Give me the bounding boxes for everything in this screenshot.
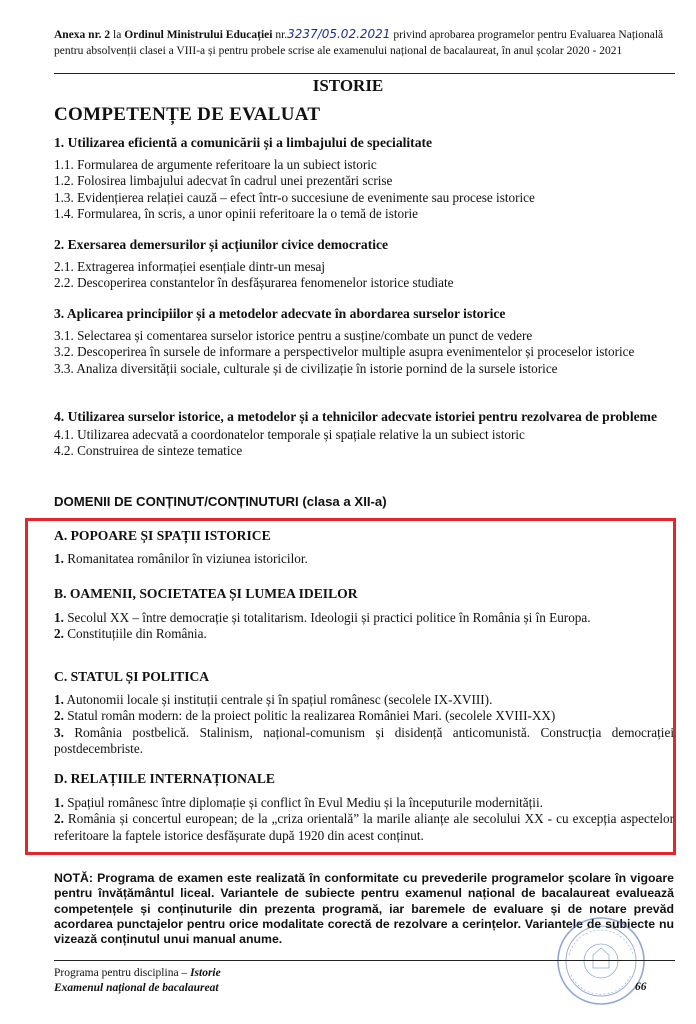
domain-section-title: C. STATUL ȘI POLITICA bbox=[54, 669, 210, 684]
annex-number: Anexa nr. 2 bbox=[54, 29, 111, 41]
footer-subject: Istorie bbox=[190, 967, 221, 979]
item-number: 1. bbox=[54, 609, 64, 625]
competence-item: 4.2. Construirea de sinteze tematice bbox=[54, 443, 243, 458]
item-number: 3. bbox=[54, 724, 64, 740]
item-number: 2. bbox=[54, 708, 64, 723]
page-number: 66 bbox=[635, 981, 647, 993]
domain-item bbox=[54, 610, 674, 627]
item-text: România și concertul european; de la „criza orientală” la marile alianțe ale secolului XX - cu excepția aspectelor referitoare la faptele istorice desfășurate după 1920 din acest conținut. bbox=[54, 811, 674, 843]
domain-item bbox=[54, 811, 674, 844]
competence-item: 3.2. Descoperirea în sursele de informare a perspectivelor multiple asupra evenimentelor și proceselor istorice bbox=[54, 344, 635, 359]
domain-section-b bbox=[54, 586, 674, 643]
item-number: 1. bbox=[54, 691, 64, 707]
domain-item bbox=[54, 725, 674, 758]
competence-item: 3.3. Analiza diversității sociale, culturale și de civilizație în istorie pornind de la sursele istorice bbox=[54, 360, 558, 376]
page-title: ISTORIE bbox=[312, 76, 384, 95]
item-text: Secolul XX – între democrație și totalitarism. Ideologii și practici politice în România și în Europa. bbox=[63, 609, 591, 625]
domains-heading: DOMENII DE CONȚINUT/CONȚINUTURI (clasa a XII-a) bbox=[54, 494, 387, 509]
domain-section-c bbox=[54, 669, 674, 758]
footer-line-1 bbox=[54, 966, 221, 981]
annex-header bbox=[54, 27, 674, 59]
footer-exam: Examenul național de bacalaureat bbox=[54, 982, 219, 994]
competences-heading: COMPETENȚE DE EVALUAT bbox=[54, 104, 321, 125]
item-text: Constituțiile din România. bbox=[63, 626, 207, 641]
item-text: Statul român modern: de la proiect politic la realizarea României Mari. (secolele XVIII-XX) bbox=[63, 708, 556, 723]
page-footer bbox=[54, 966, 221, 996]
footer-divider bbox=[54, 960, 675, 961]
competence-section-4 bbox=[54, 409, 674, 460]
header-divider bbox=[54, 73, 675, 74]
item-number: 1. bbox=[54, 794, 64, 810]
item-number: 2. bbox=[54, 626, 64, 641]
item-text: Romanitatea românilor în viziunea istoricilor. bbox=[63, 550, 308, 566]
item-text: Spațiul românesc între diplomație și conflict în Evul Mediu și la începuturile modernității. bbox=[63, 794, 543, 810]
footer-line-2 bbox=[54, 981, 221, 996]
competence-item: 1.4. Formularea, în scris, a unor opinii referitoare la o temă de istorie bbox=[54, 206, 419, 221]
domain-item bbox=[54, 626, 674, 643]
footer-prefix: Programa pentru disciplina – bbox=[54, 967, 191, 979]
domain-item bbox=[54, 692, 674, 709]
item-number: 2. bbox=[54, 811, 64, 826]
competence-section-title: 4. Utilizarea surselor istorice, a metodelor și a tehnicilor adecvate istoriei pentru rezolvarea de probleme bbox=[54, 409, 658, 424]
header-connector: la bbox=[110, 29, 125, 41]
note-label: NOTĂ: bbox=[54, 871, 93, 885]
domain-item bbox=[54, 551, 674, 568]
competence-section-title: 1. Utilizarea eficientă a comunicării și a limbajului de specialitate bbox=[54, 135, 433, 150]
competence-item: 1.3. Evidențierea relației cauză – efect într-o succesiune de evenimente sau procese istorice bbox=[54, 189, 535, 205]
domain-section-d bbox=[54, 771, 674, 844]
competence-item: 2.2. Descoperirea constantelor în desfășurarea fenomenelor istorice studiate bbox=[54, 275, 454, 290]
competence-item: 1.1. Formularea de argumente referitoare la un subiect istoric bbox=[54, 156, 377, 172]
item-text: Autonomii locale și instituții centrale și în spațiul românesc (secolele IX-XVIII). bbox=[63, 691, 493, 707]
domain-section-a bbox=[54, 528, 674, 567]
domain-section-title: D. RELAȚIILE INTERNAȚIONALE bbox=[54, 771, 275, 786]
competence-section-3 bbox=[54, 306, 674, 377]
competence-item: 3.1. Selectarea și comentarea surselor istorice pentru a susține/combate un punct de vedere bbox=[54, 327, 533, 343]
domain-section-title: B. OAMENII, SOCIETATEA ȘI LUMEA IDEILOR bbox=[54, 586, 358, 601]
competence-section-1 bbox=[54, 135, 674, 223]
item-text: România postbelică. Stalinism, național-comunism și disidență anticomunistă. Construcția democrației postdecembriste. bbox=[54, 724, 674, 756]
competence-item: 2.1. Extragerea informației esențiale dintr-un mesaj bbox=[54, 258, 326, 274]
competence-section-title: 3. Aplicarea principiilor și a metodelor adecvate în abordarea surselor istorice bbox=[54, 306, 506, 321]
order-nr-label: nr. bbox=[272, 29, 288, 41]
competence-item: 1.2. Folosirea limbajului adecvat în cadrul unei prezentări scrise bbox=[54, 173, 393, 188]
official-stamp-icon bbox=[555, 915, 647, 1007]
order-name: Ordinul Ministrului Educației bbox=[124, 29, 273, 41]
handwritten-order-number: 3237/05.02.2021 bbox=[287, 27, 391, 41]
competence-section-title: 2. Exersarea demersurilor și acțiunilor civice democratice bbox=[54, 237, 389, 252]
competence-section-2 bbox=[54, 237, 674, 292]
domain-item bbox=[54, 795, 674, 812]
competence-item: 4.1. Utilizarea adecvată a coordonatelor temporale și spațiale relative la un subiect istoric bbox=[54, 426, 525, 442]
domain-section-title: A. POPOARE ȘI SPAȚII ISTORICE bbox=[54, 528, 271, 543]
note-text: Programa de examen este realizată în conformitate cu prevederile programelor școlare în vigoare pentru învățământul liceal. Variantele de subiecte pentru examenul național de bacalaureat evaluează competențele și conținuturile din prezenta programă, iar baremele de evaluare și de notare prevăd acordarea punctajelor pentru orice modalitate corectă de rezolvare a cerințelor. Variantele de subiecte nu vizează conținutul unui manual anume. bbox=[54, 871, 674, 947]
header-rest: privind aprobarea programelor pentru Evaluarea Națională pentru absolvenții clasei a VIII-a și pentru probele scrise ale examenului național de bacalaureat, în anul școlar 2020 - 2021 bbox=[54, 29, 664, 57]
domain-item bbox=[54, 708, 674, 725]
item-number: 1. bbox=[54, 550, 64, 566]
